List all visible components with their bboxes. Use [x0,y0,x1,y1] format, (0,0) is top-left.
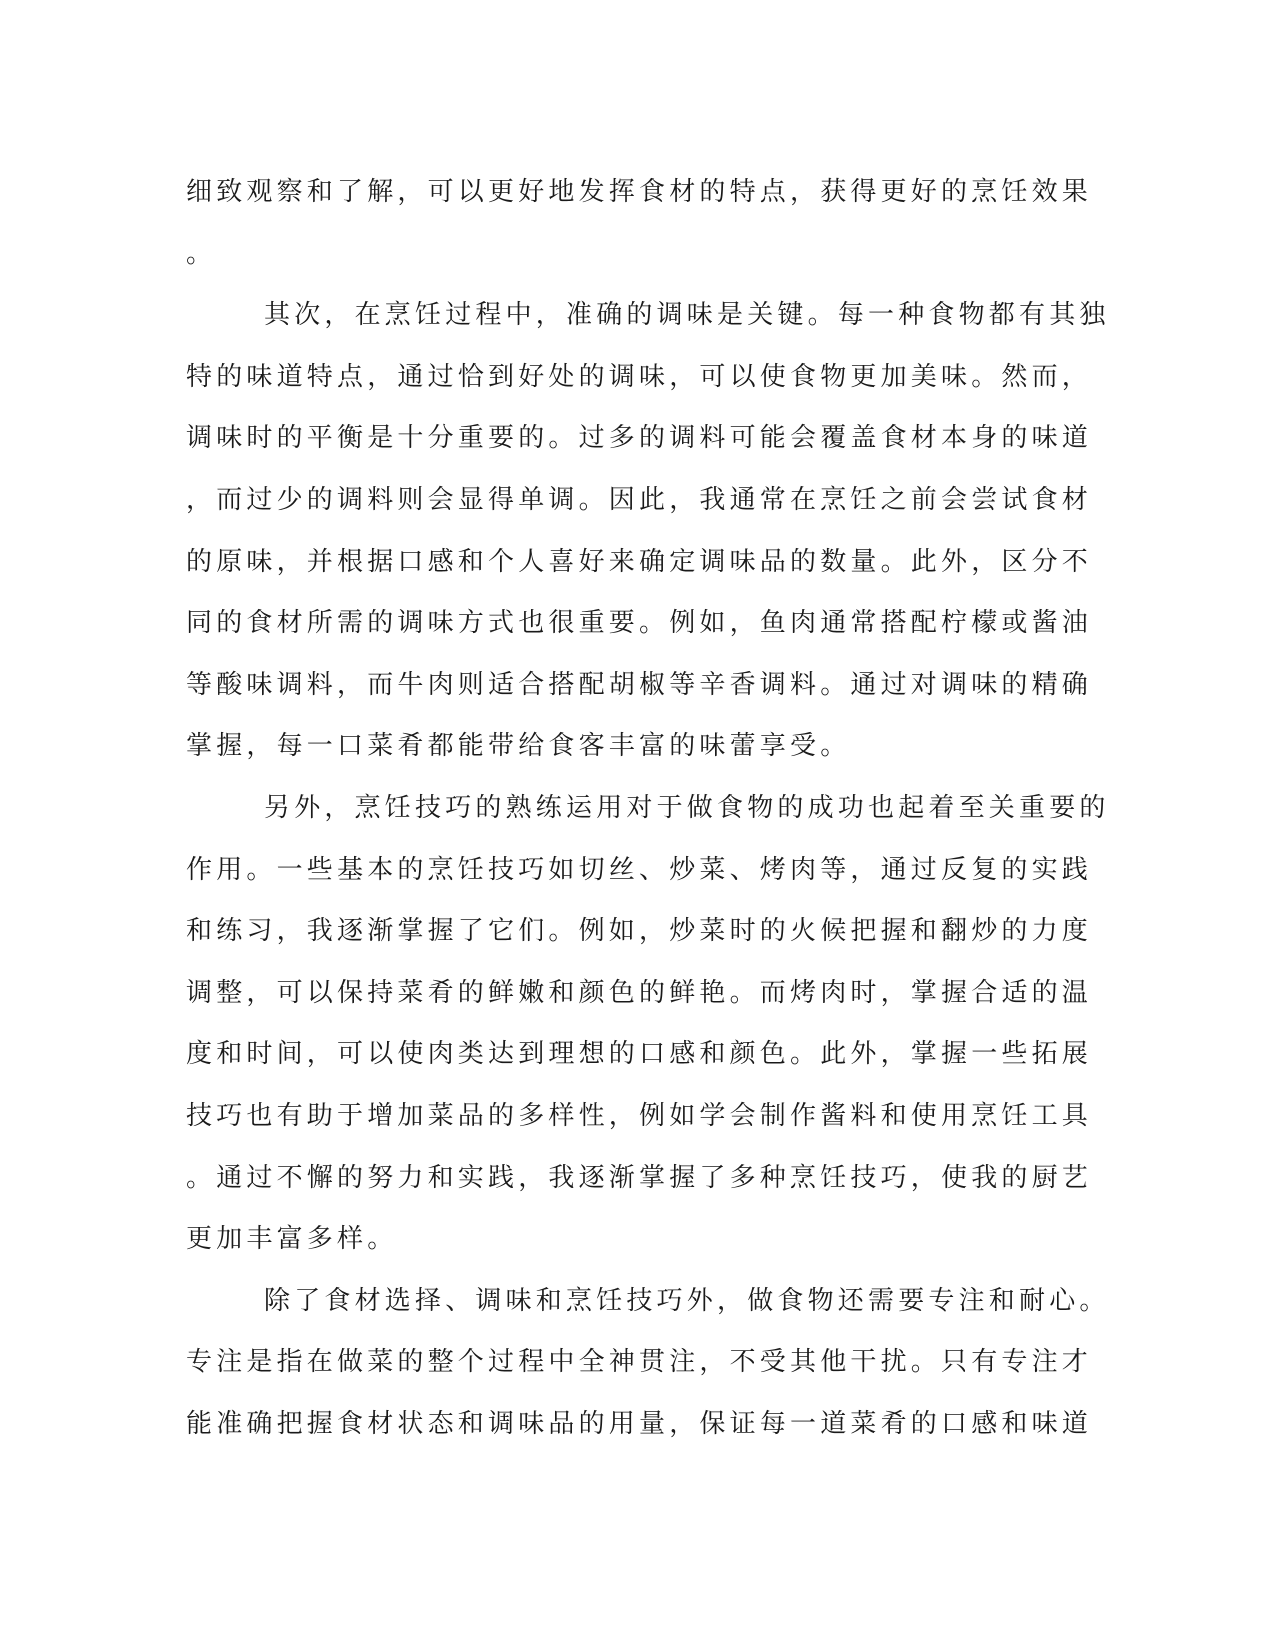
text-line: 掌握，每一口菜肴都能带给食客丰富的味蕾享受。 [186,731,851,762]
text-line: 。通过不懈的努力和实践，我逐渐掌握了多种烹饪技巧，使我的厨艺 [186,1162,1093,1193]
text-line: 技巧也有助于增加菜品的多样性，例如学会制作酱料和使用烹饪工具 [186,1100,1093,1131]
text-line: 专注是指在做菜的整个过程中全神贯注，不受其他干扰。只有专注才 [186,1347,1093,1378]
text-line: 同的食材所需的调味方式也很重要。例如，鱼肉通常搭配柠檬或酱油 [186,608,1093,639]
text-line: 特的味道特点，通过恰到好处的调味，可以使食物更加美味。然而， [186,361,1093,392]
text-line: 。 [186,238,217,269]
text-line: 调味时的平衡是十分重要的。过多的调料可能会覆盖食材本身的味道 [186,423,1093,454]
text-line: 的原味，并根据口感和个人喜好来确定调味品的数量。此外，区分不 [186,546,1093,577]
text-line: 等酸味调料，而牛肉则适合搭配胡椒等辛香调料。通过对调味的精确 [186,669,1093,700]
text-line: 度和时间，可以使肉类达到理想的口感和颜色。此外，掌握一些拓展 [186,1039,1093,1070]
paragraph-start-line: 其次，在烹饪过程中，准确的调味是关键。每一种食物都有其独 [264,300,1110,331]
paragraph-start-line: 除了食材选择、调味和烹饪技巧外，做食物还需要专注和耐心。 [264,1285,1110,1316]
body-text [186,162,1110,1455]
text-line: 作用。一些基本的烹饪技巧如切丝、炒菜、烤肉等，通过反复的实践 [186,854,1093,885]
text-line: 调整，可以保持菜肴的鲜嫩和颜色的鲜艳。而烤肉时，掌握合适的温 [186,977,1093,1008]
paragraph-start-line: 另外，烹饪技巧的熟练运用对于做食物的成功也起着至关重要的 [264,792,1110,823]
text-line: 和练习，我逐渐掌握了它们。例如，炒菜时的火候把握和翻炒的力度 [186,916,1093,947]
text-line: 能准确把握食材状态和调味品的用量，保证每一道菜肴的口感和味道 [186,1408,1093,1439]
text-line: 细致观察和了解，可以更好地发挥食材的特点，获得更好的烹饪效果 [186,177,1093,207]
text-line: 更加丰富多样。 [186,1224,398,1255]
text-line: ，而过少的调料则会显得单调。因此，我通常在烹饪之前会尝试食材 [186,484,1093,515]
